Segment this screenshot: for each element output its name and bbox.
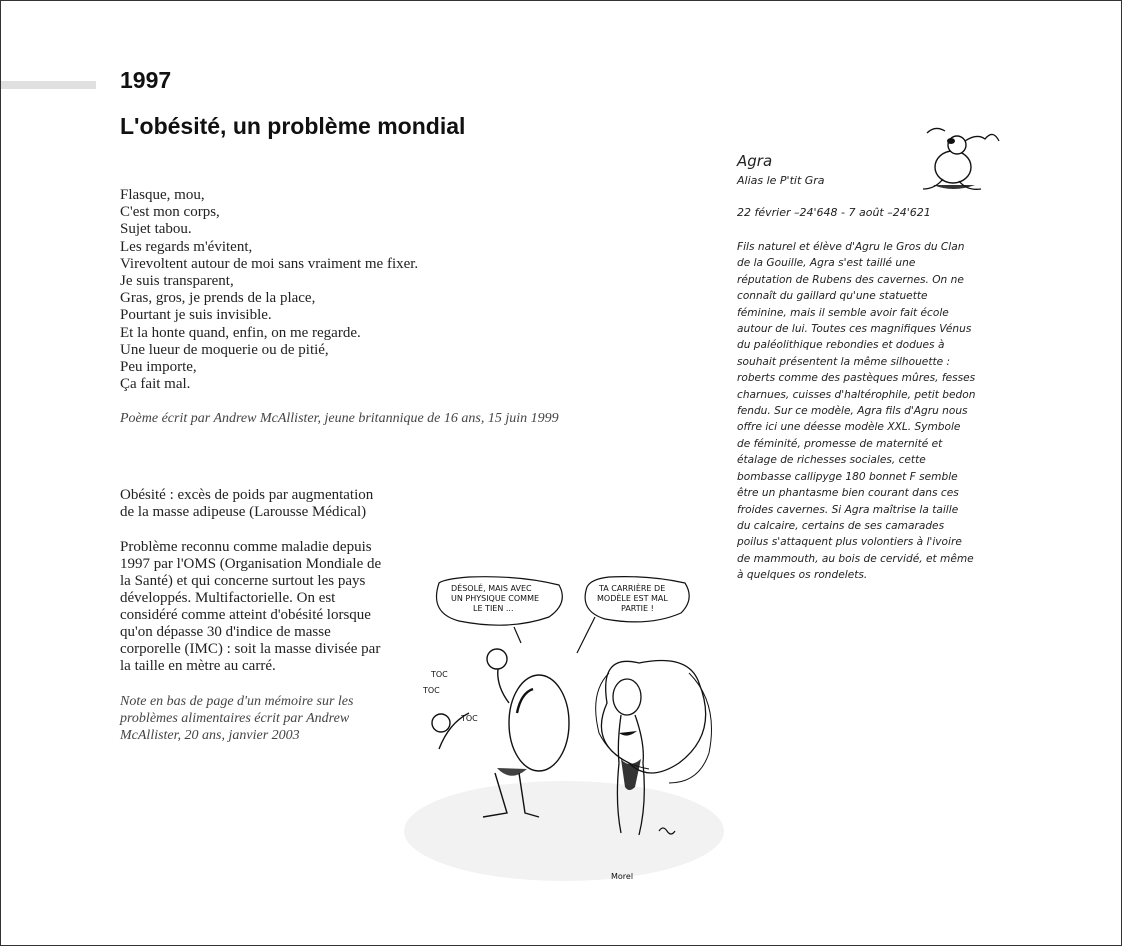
poem-line: Sujet tabou. [120,221,192,238]
poem-credit: Poème écrit par Andrew McAllister, jeune britannique de 16 ans, 15 juin 1999 [120,411,559,426]
footnote-line: problèmes alimentaires écrit par Andrew [120,711,350,726]
obesity-definition [120,487,390,521]
poem-line: Pourtant je suis invisible. [120,307,272,324]
poem-line: Gras, gros, je prends de la place, [120,290,316,307]
biography-line: connaît du gaillard qu'une statuette [737,290,928,303]
sound-effect: TOC [461,714,478,723]
margin-rule [1,81,96,89]
poem-line: Et la honte quand, enfin, on me regarde. [120,324,361,341]
poem-line: Je suis transparent, [120,273,234,290]
bubble-right-line: TA CARRIÈRE DE [599,584,666,593]
biography-line: réputation de Rubens des cavernes. On ne [737,273,964,286]
biography-line: poilus s'attaquent plus volontiers à l'ivoire [737,536,962,549]
cartoon-illustration [399,573,751,891]
bubble-right-line: PARTIE ! [621,604,654,613]
page-title: L'obésité, un problème mondial [120,113,466,139]
poem-line: Flasque, mou, [120,187,205,203]
footnote-line: Note en bas de page d'un mémoire sur les [120,694,354,709]
sidebar-dates: 22 février –24'648 - 7 août –24'621 [737,206,931,219]
biography-line: autour de lui. Toutes ces magnifiques Vénus [737,323,972,336]
poem-line: Virevoltent autour de moi sans vraiment me fixer. [120,255,419,272]
biography-line: bombasse callipyge 180 bonnet F semble [737,470,958,483]
explanation-line: considéré comme atteint d'obésité lorsque [120,607,371,623]
biography-line: étalage de richesses sociales, cette [737,454,926,467]
biography-line: fendu. Sur ce modèle, Agra fils d'Agru nous [737,405,968,418]
sidebar-biography [737,239,987,584]
poem-line: Peu importe, [120,359,197,376]
poem-line: C'est mon corps, [120,204,220,221]
poem [120,187,560,393]
page-year: 1997 [120,67,172,93]
caveman-portrait-illustration [915,119,1005,197]
biography-line: être un phantasme bien courant dans ces [737,487,959,500]
explanation-line: la Santé) et qui concerne surtout les pays [120,573,366,589]
sidebar-alias: Alias le P'tit Gra [737,174,825,187]
definition-line: Obésité : excès de poids par augmentation [120,487,374,503]
sidebar-name: Agra [737,152,773,170]
poem-line: Les regards m'évitent, [120,238,253,255]
bubble-left-line: DÉSOLÉ, MAIS AVEC [451,584,532,593]
footnote [120,693,380,744]
biography-line: froides cavernes. Si Agra maîtrise la taille [737,503,959,516]
biography-line: roberts comme des pastèques mûres, fesses [737,372,976,385]
footnote-line: McAllister, 20 ans, janvier 2003 [120,728,300,743]
biography-line: de féminité, promesse de maternité et [737,437,943,450]
bubble-right-line: MODÈLE EST MAL [597,594,668,603]
explanation-line: développés. Multifactorielle. On est [120,590,336,606]
biography-line: de la Gouille, Agra s'est taillé une [737,257,916,270]
biography-line: à quelques os rondelets. [737,569,868,582]
biography-line: féminine, mais il semble avoir fait école [737,306,949,319]
artist-signature: Morel [611,872,634,881]
explanation-line: Problème reconnu comme maladie depuis [120,539,372,555]
biography-line: charnues, cuisses d'haltérophile, petit bedon [737,388,976,401]
poem-line: Une lueur de moquerie ou de pitié, [120,341,329,358]
sound-effect: TOC [431,670,448,679]
explanation-line: 1997 par l'OMS (Organisation Mondiale de [120,556,382,572]
bubble-left-line: UN PHYSIQUE COMME [451,594,540,603]
sound-effect: TOC [423,686,440,695]
biography-line: de mammouth, au bois de cervidé, et même [737,552,974,565]
obesity-explanation [120,539,390,675]
biography-line: souhait présentent la même silhouette : [737,355,951,368]
biography-line: du paléolithique rebondies et dodues à [737,339,945,352]
poem-line: Ça fait mal. [120,376,191,393]
biography-line: Fils naturel et élève d'Agru le Gros du Clan [737,241,965,253]
explanation-line: corporelle (IMC) : soit la masse divisée par [120,641,381,657]
explanation-line: qu'on dépasse 30 d'indice de masse [120,624,331,640]
definition-line: de la masse adipeuse (Larousse Médical) [120,504,367,520]
explanation-line: la taille en mètre au carré. [120,658,276,674]
biography-line: offre ici une déesse modèle XXL. Symbole [737,421,961,434]
biography-line: du calcaire, certains de ses camarades [737,519,945,532]
bubble-left-line: LE TIEN ... [473,604,514,613]
